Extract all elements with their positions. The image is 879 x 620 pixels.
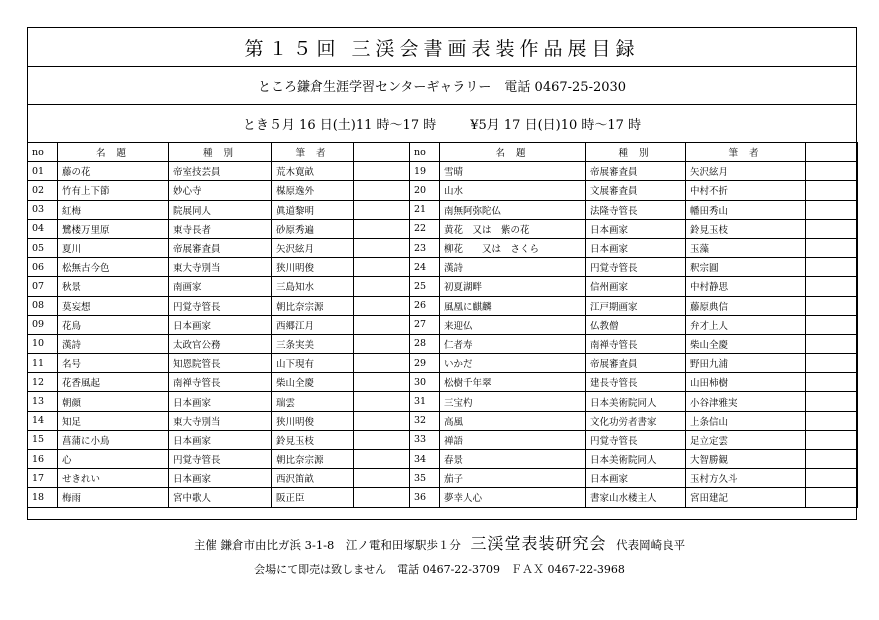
organizer-label: 主催: [193, 538, 217, 552]
cell-kind: 南禅寺管長: [169, 373, 272, 392]
cell-author: 足立定雲: [686, 430, 806, 449]
cell-title: 紅梅: [58, 200, 169, 219]
cell-no: 25: [410, 277, 440, 296]
cell-title: 夏川: [58, 238, 169, 257]
cell-blank: [806, 488, 858, 507]
cell-kind: 日本画家: [169, 392, 272, 411]
cell-title: せきれい: [58, 469, 169, 488]
cell-title: 菖蒲に小鳥: [58, 430, 169, 449]
cell-author: 瑞雲: [272, 392, 354, 411]
cell-blank: [806, 334, 858, 353]
table-row: [28, 219, 858, 238]
cell-title: 鷺楼万里原: [58, 219, 169, 238]
cell-title: 漢詩: [58, 334, 169, 353]
table-row: [28, 258, 858, 277]
cell-title: 雪晴: [440, 162, 586, 181]
cell-kind: 仏教僧: [586, 315, 686, 334]
cell-no: 36: [410, 488, 440, 507]
header-blank-right: [806, 143, 858, 162]
cell-kind: 妙心寺: [169, 181, 272, 200]
cell-title: 松無古今色: [58, 258, 169, 277]
cell-title: 南無阿弥陀仏: [440, 200, 586, 219]
cell-no: 33: [410, 430, 440, 449]
cell-kind: 南画家: [169, 277, 272, 296]
header-kind-left: 種 別: [169, 143, 272, 162]
cell-author: 鈴見玉枝: [686, 219, 806, 238]
cell-no: 10: [28, 334, 58, 353]
table-row: [28, 450, 858, 469]
table-row: [28, 162, 858, 181]
cell-blank: [354, 277, 410, 296]
cell-author: 大智勝観: [686, 450, 806, 469]
cell-kind: 南禅寺管長: [586, 334, 686, 353]
cell-kind: 信州画家: [586, 277, 686, 296]
cell-blank: [354, 315, 410, 334]
cell-kind: 院展同人: [169, 200, 272, 219]
cell-blank: [354, 469, 410, 488]
cell-title: 山水: [440, 181, 586, 200]
cell-title: 心: [58, 450, 169, 469]
table-row: [28, 488, 858, 507]
dates-left: とき５月 16 日(土)11 時〜17 時: [242, 117, 437, 133]
cell-author: 小谷津雅実: [686, 392, 806, 411]
studio-name: 三渓堂表装研究会: [470, 534, 607, 553]
cell-no: 34: [410, 450, 440, 469]
cell-title: 禅語: [440, 430, 586, 449]
cell-kind: 日本画家: [169, 469, 272, 488]
cell-blank: [806, 219, 858, 238]
cell-title: 来迎仏: [440, 315, 586, 334]
cell-title: 松樹千年翠: [440, 373, 586, 392]
cell-author: 三条実美: [272, 334, 354, 353]
catalog-frame: [27, 27, 857, 520]
cell-kind: 東大寺別当: [169, 258, 272, 277]
cell-author: 柴山全慶: [686, 334, 806, 353]
cell-author: 中村不折: [686, 181, 806, 200]
cell-blank: [806, 373, 858, 392]
cell-kind: 文展審査員: [586, 181, 686, 200]
cell-no: 23: [410, 238, 440, 257]
cell-kind: 日本美術院同人: [586, 392, 686, 411]
header-no-left: no: [28, 143, 58, 162]
cell-blank: [806, 469, 858, 488]
cell-kind: 帝展審査員: [169, 238, 272, 257]
cell-kind: 太政官公務: [169, 334, 272, 353]
cell-blank: [806, 162, 858, 181]
cell-no: 16: [28, 450, 58, 469]
cell-blank: [354, 392, 410, 411]
cell-author: 矢沢絃月: [272, 238, 354, 257]
cell-blank: [354, 488, 410, 507]
catalog-title: 第１５回 三渓会書画表装作品展目録: [28, 28, 856, 67]
table-row: [28, 296, 858, 315]
cell-no: 12: [28, 373, 58, 392]
cell-no: 14: [28, 411, 58, 430]
table-row: [28, 277, 858, 296]
header-title-right: 名 題: [440, 143, 586, 162]
cell-blank: [806, 411, 858, 430]
cell-no: 07: [28, 277, 58, 296]
cell-author: 釈宗圓: [686, 258, 806, 277]
cell-kind: 東大寺別当: [169, 411, 272, 430]
cell-blank: [354, 238, 410, 257]
cell-author: 弁才上人: [686, 315, 806, 334]
cell-kind: 知恩院管長: [169, 354, 272, 373]
cell-author: 藤原典信: [686, 296, 806, 315]
cell-blank: [354, 411, 410, 430]
cell-kind: 円覚寺管長: [586, 430, 686, 449]
cell-author: 楳原逸外: [272, 181, 354, 200]
cell-no: 05: [28, 238, 58, 257]
cell-blank: [806, 238, 858, 257]
cell-author: 柴山全慶: [272, 373, 354, 392]
cell-kind: 宮中歌人: [169, 488, 272, 507]
cell-no: 24: [410, 258, 440, 277]
cell-kind: 帝展審査員: [586, 354, 686, 373]
cell-title: 花鳥: [58, 315, 169, 334]
cell-no: 21: [410, 200, 440, 219]
table-header-row: [28, 143, 858, 162]
cell-no: 31: [410, 392, 440, 411]
cell-title: 柳花 又は さくら: [440, 238, 586, 257]
cell-title: いかだ: [440, 354, 586, 373]
cell-kind: 日本画家: [586, 238, 686, 257]
cell-blank: [354, 354, 410, 373]
cell-title: 風凰に麒麟: [440, 296, 586, 315]
cell-kind: 文化功労者書家: [586, 411, 686, 430]
cell-blank: [806, 200, 858, 219]
cell-no: 06: [28, 258, 58, 277]
cell-title: 夢幸人心: [440, 488, 586, 507]
cell-author: 野田九浦: [686, 354, 806, 373]
cell-no: 20: [410, 181, 440, 200]
cell-title: 梅雨: [58, 488, 169, 507]
cell-no: 15: [28, 430, 58, 449]
header-title-left: 名 題: [58, 143, 169, 162]
cell-author: 朝比奈宗源: [272, 450, 354, 469]
cell-author: 上条信山: [686, 411, 806, 430]
table-row: [28, 238, 858, 257]
cell-kind: 円覚寺管長: [586, 258, 686, 277]
cell-blank: [354, 296, 410, 315]
cell-blank: [806, 430, 858, 449]
cell-kind: 円覚寺管長: [169, 296, 272, 315]
cell-title: 高風: [440, 411, 586, 430]
cell-blank: [806, 296, 858, 315]
cell-author: 狭川明俊: [272, 258, 354, 277]
cell-title: 莫妄想: [58, 296, 169, 315]
cell-no: 04: [28, 219, 58, 238]
header-author-right: 筆 者: [686, 143, 806, 162]
cell-kind: 帝室技芸員: [169, 162, 272, 181]
dates-line: [28, 104, 856, 142]
cell-author: 荒木寛畝: [272, 162, 354, 181]
cell-blank: [806, 277, 858, 296]
cell-no: 28: [410, 334, 440, 353]
cell-author: 砂原秀遍: [272, 219, 354, 238]
table-row: [28, 354, 858, 373]
cell-kind: 円覚寺管長: [169, 450, 272, 469]
cell-author: 三島知水: [272, 277, 354, 296]
cell-author: 朝比奈宗源: [272, 296, 354, 315]
cell-blank: [354, 450, 410, 469]
cell-no: 35: [410, 469, 440, 488]
cell-no: 19: [410, 162, 440, 181]
cell-author: 西郷江月: [272, 315, 354, 334]
table-row: [28, 315, 858, 334]
cell-author: 西沢笛畝: [272, 469, 354, 488]
cell-kind: 日本美術院同人: [586, 450, 686, 469]
cell-no: 03: [28, 200, 58, 219]
cell-no: 08: [28, 296, 58, 315]
cell-blank: [806, 354, 858, 373]
cell-kind: 日本画家: [169, 315, 272, 334]
cell-blank: [806, 315, 858, 334]
header-author-left: 筆 者: [272, 143, 354, 162]
cell-blank: [354, 258, 410, 277]
table-row: [28, 181, 858, 200]
cell-blank: [806, 450, 858, 469]
cell-no: 30: [410, 373, 440, 392]
table-row: [28, 200, 858, 219]
cell-blank: [354, 181, 410, 200]
representative: 代表岡崎良平: [616, 538, 686, 552]
sales-note: 会場にて即売は致しません 電話 0467-22-3709 ＦＡＸ 0467-22-3968: [254, 563, 625, 576]
cell-author: 中村静思: [686, 277, 806, 296]
cell-kind: 建長寺管長: [586, 373, 686, 392]
cell-author: 山下現有: [272, 354, 354, 373]
table-row: [28, 430, 858, 449]
cell-title: 花香風起: [58, 373, 169, 392]
table-row: [28, 469, 858, 488]
cell-author: 玉藻: [686, 238, 806, 257]
table-row: [28, 373, 858, 392]
cell-title: 初夏湖畔: [440, 277, 586, 296]
cell-no: 18: [28, 488, 58, 507]
cell-blank: [806, 258, 858, 277]
cell-no: 17: [28, 469, 58, 488]
cell-author: 眞道黎明: [272, 200, 354, 219]
cell-author: 阪正臣: [272, 488, 354, 507]
cell-kind: 法隆寺管長: [586, 200, 686, 219]
header-blank-left: [354, 143, 410, 162]
cell-no: 11: [28, 354, 58, 373]
table-row: [28, 392, 858, 411]
cell-title: 名号: [58, 354, 169, 373]
cell-author: 矢沢絃月: [686, 162, 806, 181]
cell-no: 32: [410, 411, 440, 430]
organizer-address: 鎌倉市由比ガ浜 3-1-8 江ノ電和田塚駅歩１分: [220, 538, 461, 552]
cell-no: 13: [28, 392, 58, 411]
venue-line: ところ鎌倉生涯学習センターギャラリー 電話 0467-25-2030: [28, 66, 856, 105]
cell-no: 29: [410, 354, 440, 373]
header-kind-right: 種 別: [586, 143, 686, 162]
cell-kind: 帝展審査員: [586, 162, 686, 181]
cell-kind: 江戸期画家: [586, 296, 686, 315]
cell-title: 藤の花: [58, 162, 169, 181]
cell-title: 竹有上下節: [58, 181, 169, 200]
cell-author: 宮田建記: [686, 488, 806, 507]
cell-blank: [354, 334, 410, 353]
works-table: [27, 142, 858, 508]
cell-title: 黄花 又は 紫の花: [440, 219, 586, 238]
cell-no: 02: [28, 181, 58, 200]
header-no-right: no: [410, 143, 440, 162]
cell-blank: [354, 430, 410, 449]
cell-blank: [354, 373, 410, 392]
cell-blank: [806, 392, 858, 411]
cell-no: 01: [28, 162, 58, 181]
cell-kind: 日本画家: [586, 469, 686, 488]
table-row: [28, 411, 858, 430]
cell-no: 27: [410, 315, 440, 334]
cell-title: 仁者寿: [440, 334, 586, 353]
cell-no: 22: [410, 219, 440, 238]
cell-title: 春景: [440, 450, 586, 469]
cell-blank: [354, 219, 410, 238]
cell-title: 知足: [58, 411, 169, 430]
cell-kind: 日本画家: [169, 430, 272, 449]
cell-author: 山田柿樹: [686, 373, 806, 392]
cell-title: 茄子: [440, 469, 586, 488]
cell-blank: [806, 181, 858, 200]
cell-kind: 日本画家: [586, 219, 686, 238]
cell-kind: 東寺長者: [169, 219, 272, 238]
cell-author: 鈴見玉枝: [272, 430, 354, 449]
cell-author: 玉村方久斗: [686, 469, 806, 488]
cell-blank: [354, 162, 410, 181]
cell-blank: [354, 200, 410, 219]
cell-no: 09: [28, 315, 58, 334]
cell-kind: 書家山水楼主人: [586, 488, 686, 507]
cell-title: 三宝杓: [440, 392, 586, 411]
cell-no: 26: [410, 296, 440, 315]
cell-title: 朝顔: [58, 392, 169, 411]
cell-title: 漢詩: [440, 258, 586, 277]
cell-author: 狭川明俊: [272, 411, 354, 430]
cell-author: 幡田秀山: [686, 200, 806, 219]
dates-right: ¥5月 17 日(日)10 時〜17 時: [470, 117, 642, 133]
table-row: [28, 334, 858, 353]
cell-title: 秋景: [58, 277, 169, 296]
organizer-line: [0, 531, 879, 554]
